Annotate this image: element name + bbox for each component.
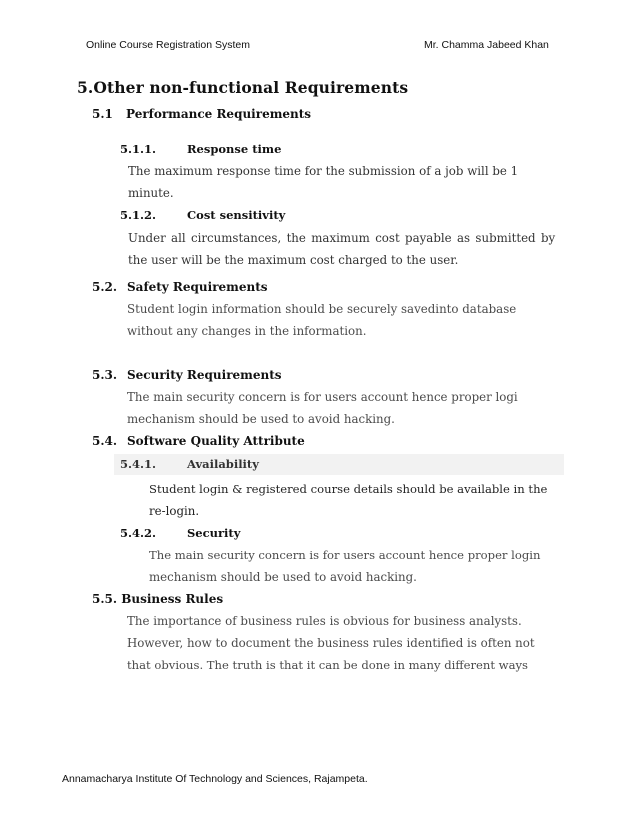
business-line3: that obvious. The truth is that it can be done in many different ways xyxy=(127,658,528,672)
section-title: 5.Other non-functional Requirements xyxy=(77,78,409,97)
quality-title: Software Quality Attribute xyxy=(127,434,305,448)
quality-security-title: Security xyxy=(187,526,241,540)
quality-number: 5.4. xyxy=(92,434,118,448)
cost-sensitivity-number: 5.1.2. xyxy=(120,208,157,222)
business-line1: The importance of business rules is obvious for business analysts. xyxy=(127,614,522,628)
security-number: 5.3. xyxy=(92,368,118,382)
response-time-line1: The maximum response time for the submission of a job will be 1 xyxy=(128,164,519,178)
safety-line1: Student login information should be securely savedinto database xyxy=(127,302,517,316)
availability-title: Availability xyxy=(187,457,259,471)
quality-security-number: 5.4.2. xyxy=(120,526,157,540)
cost-sensitivity-line1: Under all circumstances, the maximum cost payable as submitted by xyxy=(128,231,556,245)
security-title: Security Requirements xyxy=(127,368,282,382)
availability-number: 5.4.1. xyxy=(120,457,157,471)
footer-text: Annamacharya Institute Of Technology and Sciences, Rajampeta. xyxy=(62,773,368,785)
performance-number: 5.1 xyxy=(92,107,113,121)
business-line2: However, how to document the business rules identified is often not xyxy=(127,636,535,650)
safety-line2: without any changes in the information. xyxy=(127,324,367,338)
cost-sensitivity-title: Cost sensitivity xyxy=(187,208,286,222)
header-right: Mr. Chamma Jabeed Khan xyxy=(424,39,549,51)
security-line1: The main security concern is for users account hence proper logi xyxy=(127,390,518,404)
response-time-line2: minute. xyxy=(128,186,174,200)
safety-title: Safety Requirements xyxy=(127,280,268,294)
availability-line1: Student login & registered course details should be available in the xyxy=(149,482,548,496)
header-left: Online Course Registration System xyxy=(86,39,250,51)
response-time-title: Response time xyxy=(187,142,282,156)
safety-number: 5.2. xyxy=(92,280,118,294)
response-time-number: 5.1.1. xyxy=(120,142,157,156)
availability-line2: re-login. xyxy=(149,504,200,518)
availability-heading-shade xyxy=(114,454,564,475)
quality-security-line1: The main security concern is for users account hence proper login xyxy=(149,548,541,562)
performance-title: Performance Requirements xyxy=(126,107,312,121)
cost-sensitivity-line2: the user will be the maximum cost charged to the user. xyxy=(128,253,459,267)
security-line2: mechanism should be used to avoid hacking. xyxy=(127,412,395,426)
quality-security-line2: mechanism should be used to avoid hacking. xyxy=(149,570,417,584)
business-title: 5.5. Business Rules xyxy=(92,592,224,606)
